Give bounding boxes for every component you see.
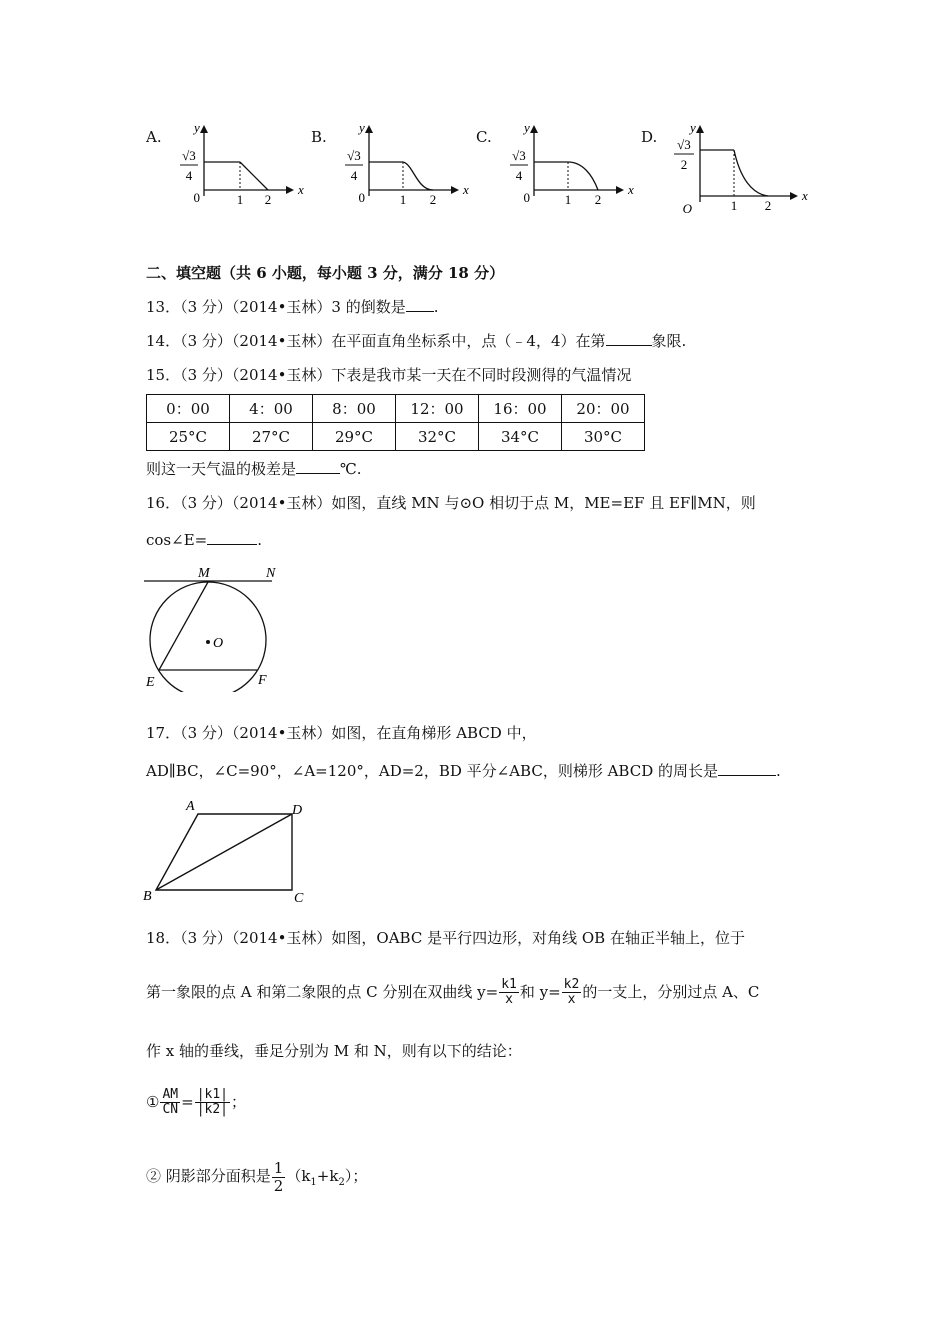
table-row xyxy=(147,395,645,423)
fraction-one-half-denominator: 2 xyxy=(273,1176,284,1195)
table-cell: 30°C xyxy=(562,423,645,451)
option-d-ytick-num: √3 xyxy=(677,137,691,152)
fraction-k1-numerator: k1 xyxy=(501,977,517,992)
question-15-after-text: 则这一天气温的极差是 xyxy=(146,460,297,478)
question-18-line2-c: 的一支上，分别过点 A、C xyxy=(582,982,760,1001)
table-cell: 0：00 xyxy=(147,395,230,423)
option-b-xaxis-label: x xyxy=(463,182,469,197)
table-cell: 32°C xyxy=(396,423,479,451)
conclusion-1-end: ； xyxy=(231,1092,247,1111)
question-14-end: 象限. xyxy=(651,332,687,350)
table-cell: 16：00 xyxy=(479,395,562,423)
option-a-origin: 0 xyxy=(193,190,200,205)
question-17-line2 xyxy=(146,760,781,781)
option-c-origin: 0 xyxy=(523,190,530,205)
option-a-ytick-num: √3 xyxy=(182,148,196,163)
fraction-abs-k1: |k1| xyxy=(196,1087,228,1102)
question-15-unit: ℃. xyxy=(340,460,362,478)
conclusion-2-text: ② 阴影部分面积是 xyxy=(146,1167,271,1185)
fraction-one-half xyxy=(272,1160,286,1194)
option-c-yaxis-label: y xyxy=(524,120,530,135)
option-d-origin: O xyxy=(682,201,692,216)
question-13-text: 13．（3 分）（2014•玉林）3 的倒数是 xyxy=(146,298,406,316)
question-14 xyxy=(146,330,686,351)
table-cell: 34°C xyxy=(479,423,562,451)
answer-blank-17 xyxy=(718,761,776,776)
question-17-line1: 17．（3 分）（2014•玉林）如图，在直角梯形 ABCD 中， xyxy=(146,724,537,742)
option-b-label: B. xyxy=(311,128,327,146)
option-c-xaxis-label: x xyxy=(628,182,634,197)
fraction-am-over-cn xyxy=(160,1088,180,1118)
question-15-after xyxy=(146,458,362,479)
option-b-yaxis-label: y xyxy=(359,120,365,135)
question-17-end: . xyxy=(776,762,781,780)
question-13 xyxy=(146,296,439,317)
temperature-table xyxy=(146,394,645,451)
option-c-ytick-den: 4 xyxy=(515,168,523,183)
option-b-origin: 0 xyxy=(358,190,365,205)
conclusion-2-plus-k: +k xyxy=(316,1167,339,1185)
answer-blank-13 xyxy=(406,297,434,312)
option-a-ytick-den: 4 xyxy=(185,168,193,183)
conclusion-1 xyxy=(146,1088,246,1118)
question-13-end: . xyxy=(433,298,439,316)
question-16-end: . xyxy=(257,531,262,549)
fraction-k2-over-x xyxy=(562,978,582,1008)
fig16-label-n: N xyxy=(266,566,276,581)
option-a-xtick-1: 1 xyxy=(236,192,244,207)
question-17-line2-text: AD∥BC，∠C=90°，∠A=120°，AD=2，BD 平分∠ABC，则梯形 ABCD 的周长是 xyxy=(146,762,719,780)
question-18-line2 xyxy=(146,978,759,1008)
fraction-abs-k2: |k2| xyxy=(196,1102,228,1118)
option-c-graph xyxy=(498,118,638,210)
fig16-label-f: F xyxy=(258,673,267,688)
figure-16-circle xyxy=(140,562,290,692)
fig17-label-b: B xyxy=(143,889,152,904)
fig17-label-d: D xyxy=(292,803,303,818)
table-row xyxy=(147,423,645,451)
table-cell: 8：00 xyxy=(313,395,396,423)
fraction-cn: CN xyxy=(162,1102,179,1118)
option-b-xtick-1: 1 xyxy=(399,192,407,207)
question-18-line2-b: 和 y= xyxy=(519,982,561,1001)
option-a-xaxis-label: x xyxy=(298,182,304,197)
option-c-xtick-2: 2 xyxy=(594,192,602,207)
question-18-line1: 18．（3 分）（2014•玉林）如图，OABC 是平行四边形，对角线 OB 在轴正半轴上，位于 xyxy=(146,929,745,947)
option-a-yaxis-label: y xyxy=(194,120,200,135)
option-d-ytick-den: 2 xyxy=(680,157,688,172)
subscript-2: 2 xyxy=(338,1177,345,1188)
option-d-xaxis-label: x xyxy=(802,188,808,203)
fraction-k1-over-x xyxy=(499,978,519,1008)
conclusion-2 xyxy=(146,1160,367,1194)
conclusion-1-mark: ① xyxy=(146,1092,160,1111)
answer-blank-14 xyxy=(606,331,652,346)
fraction-k2-numerator: k2 xyxy=(563,977,580,992)
option-d-xtick-2: 2 xyxy=(764,198,772,213)
fig16-label-e: E xyxy=(146,675,155,690)
option-b-xtick-2: 2 xyxy=(429,192,437,207)
fraction-k1-denominator: x xyxy=(505,992,513,1008)
conclusion-2-end: ）； xyxy=(344,1167,368,1185)
option-d-graph xyxy=(664,118,814,218)
table-cell: 12：00 xyxy=(396,395,479,423)
option-a-xtick-2: 2 xyxy=(264,192,272,207)
table-cell: 25°C xyxy=(147,423,230,451)
conclusion-1-equals: = xyxy=(181,1092,194,1111)
option-c-label: C. xyxy=(476,128,492,146)
option-c-xtick-1: 1 xyxy=(564,192,572,207)
question-16-line2-text: cos∠E= xyxy=(146,531,208,549)
option-a-graph xyxy=(168,118,308,210)
question-15-text: 15．（3 分）（2014•玉林）下表是我市某一天在不同时段测得的气温情况 xyxy=(146,366,632,384)
figure-17-trapezoid xyxy=(140,796,320,908)
question-14-text: 14．（3 分）（2014•玉林）在平面直角坐标系中，点（﹣4，4）在第 xyxy=(146,332,606,350)
option-b-ytick-den: 4 xyxy=(350,168,358,183)
option-d-yaxis-label: y xyxy=(690,120,696,135)
fig16-label-o: O xyxy=(213,636,224,651)
answer-blank-15 xyxy=(296,459,340,474)
fig17-label-a: A xyxy=(186,799,195,814)
fig16-label-m: M xyxy=(198,566,210,581)
fraction-k2-denominator: x xyxy=(567,992,576,1008)
table-cell: 29°C xyxy=(313,423,396,451)
option-d-xtick-1: 1 xyxy=(730,198,738,213)
question-18-line3: 作 x 轴的垂线，垂足分别为 M 和 N，则有以下的结论： xyxy=(146,1042,522,1060)
section-title: 二、填空题（共 6 小题，每小题 3 分，满分 18 分） xyxy=(146,264,505,282)
fraction-one-half-numerator: 1 xyxy=(273,1159,284,1177)
conclusion-2-paren-k: （k xyxy=(286,1167,311,1185)
option-b-graph xyxy=(333,118,473,210)
option-a-label: A. xyxy=(146,128,162,146)
fraction-am: AM xyxy=(162,1087,179,1102)
question-16-line1: 16．（3 分）（2014•玉林）如图，直线 MN 与⊙O 相切于点 M，ME=EF 且 EF∥MN，则 xyxy=(146,494,756,512)
subscript-1: 1 xyxy=(310,1177,317,1188)
fig17-label-c: C xyxy=(294,891,304,906)
question-18-line2-a: 第一象限的点 A 和第二象限的点 C 分别在双曲线 y= xyxy=(146,982,499,1001)
fraction-abs-k1-over-abs-k2 xyxy=(195,1088,230,1118)
option-c-ytick-num: √3 xyxy=(512,148,526,163)
option-d-label: D. xyxy=(641,128,658,146)
table-cell: 4：00 xyxy=(230,395,313,423)
option-b-ytick-num: √3 xyxy=(347,148,361,163)
question-16-line2 xyxy=(146,530,262,549)
table-cell: 20：00 xyxy=(562,395,645,423)
table-cell: 27°C xyxy=(230,423,313,451)
answer-blank-16 xyxy=(207,530,257,545)
